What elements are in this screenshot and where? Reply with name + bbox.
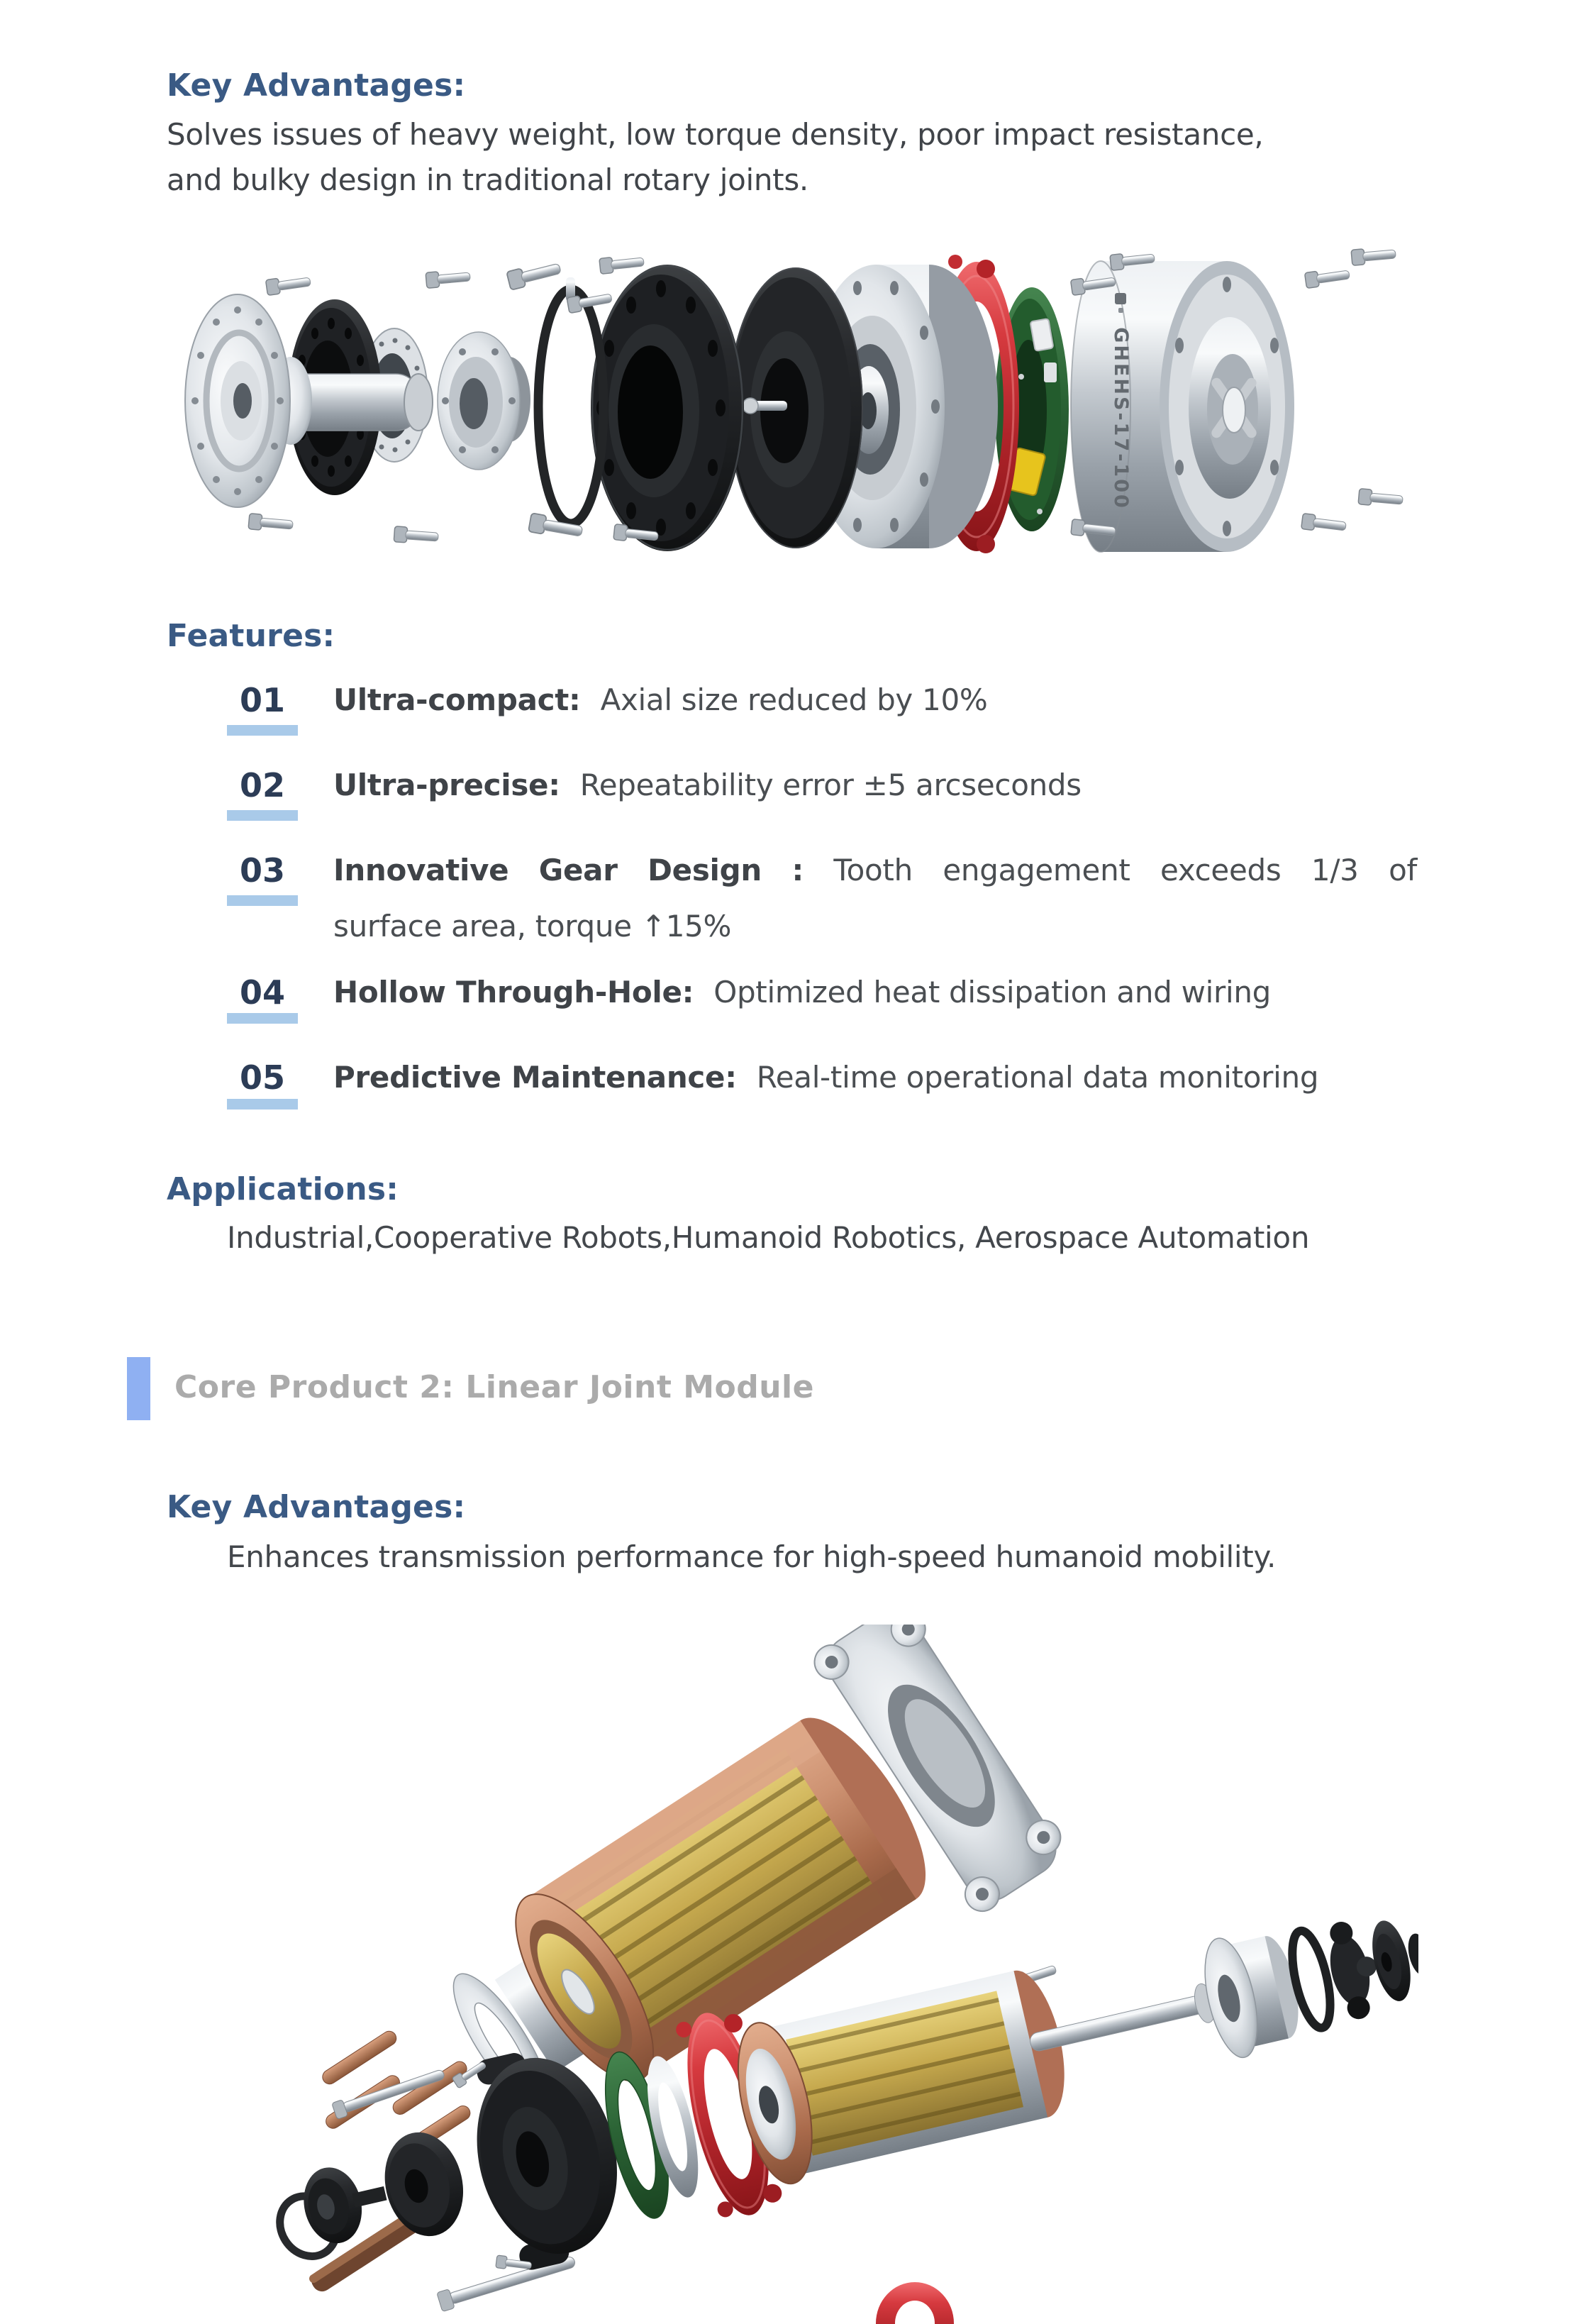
feature-number: 03 xyxy=(239,851,285,890)
feature-title: Ultra-compact: xyxy=(333,682,581,717)
feature-underline xyxy=(227,895,298,906)
feature-desc-word: 1/3 xyxy=(1311,853,1359,887)
rotary-joint-exploded-image xyxy=(184,238,1425,582)
feature-title-word: Innovative xyxy=(333,853,509,887)
feature-row-line2: surface area, torque ↑15% xyxy=(333,909,732,944)
black-housing-flange-part xyxy=(591,265,744,551)
section-accent-bar xyxy=(127,1357,150,1420)
applications-heading: Applications: xyxy=(167,1171,399,1207)
feature-desc-word: of xyxy=(1389,853,1417,887)
feature-number: 01 xyxy=(239,681,285,719)
feature-underline xyxy=(227,1013,298,1024)
feature-row xyxy=(333,768,1418,802)
advantages-text-2: Enhances transmission performance for high-speed humanoid mobility. xyxy=(227,1539,1277,1574)
feature-title-colon: : xyxy=(791,853,804,887)
red-ring-bottom-part xyxy=(876,2282,954,2324)
feature-desc-word: Tooth xyxy=(833,853,913,887)
feature-row xyxy=(333,1060,1418,1095)
feature-desc-word: engagement xyxy=(943,853,1130,887)
feature-row xyxy=(333,975,1418,1009)
feature-row xyxy=(333,853,1417,887)
feature-desc: Optimized heat dissipation and wiring xyxy=(713,975,1272,1009)
output-housing-part xyxy=(1071,261,1294,552)
feature-number: 02 xyxy=(239,766,285,804)
key-advantages-heading-2: Key Advantages: xyxy=(167,1489,466,1525)
feature-title-word: Design xyxy=(647,853,762,887)
advantages-line-2: and bulky design in traditional rotary joints. xyxy=(167,162,808,197)
features-heading: Features: xyxy=(167,618,335,654)
feature-number: 05 xyxy=(239,1058,285,1097)
upper-linear-actuator xyxy=(234,1625,1125,2324)
feature-desc: Repeatability error ±5 arcseconds xyxy=(579,768,1082,802)
black-flexspline-part xyxy=(728,267,863,548)
feature-title: Ultra-precise: xyxy=(333,768,560,802)
feature-title: Hollow Through-Hole: xyxy=(333,975,694,1009)
feature-underline xyxy=(227,1099,298,1110)
feature-number: 04 xyxy=(239,973,285,1012)
end-flange-part xyxy=(1366,1912,1418,2005)
feature-desc-word: exceeds xyxy=(1160,853,1282,887)
feature-title-word: Gear xyxy=(538,853,618,887)
applications-text: Industrial,Cooperative Robots,Humanoid Robotics, Aerospace Automation xyxy=(227,1220,1310,1255)
feature-underline xyxy=(227,725,298,736)
small-flange-part xyxy=(438,332,530,470)
housing-model-label: GHEHS-17-100 xyxy=(1110,327,1132,510)
linear-joint-exploded-image xyxy=(234,1625,1418,2324)
section-title: Core Product 2: Linear Joint Module xyxy=(174,1369,814,1405)
feature-desc: Axial size reduced by 10% xyxy=(600,682,988,717)
motor-cylinder-part xyxy=(725,1957,1078,2191)
advantages-line-1: Solves issues of heavy weight, low torque density, poor impact resistance, xyxy=(167,117,1264,152)
input-flange-part xyxy=(185,294,290,507)
feature-title: Predictive Maintenance: xyxy=(333,1060,737,1095)
key-advantages-heading-1: Key Advantages: xyxy=(167,67,466,104)
feature-desc: Real-time operational data monitoring xyxy=(756,1060,1319,1095)
feature-row xyxy=(333,682,1418,717)
key-advantages-paragraph xyxy=(167,112,1264,203)
feature-underline xyxy=(227,810,298,821)
